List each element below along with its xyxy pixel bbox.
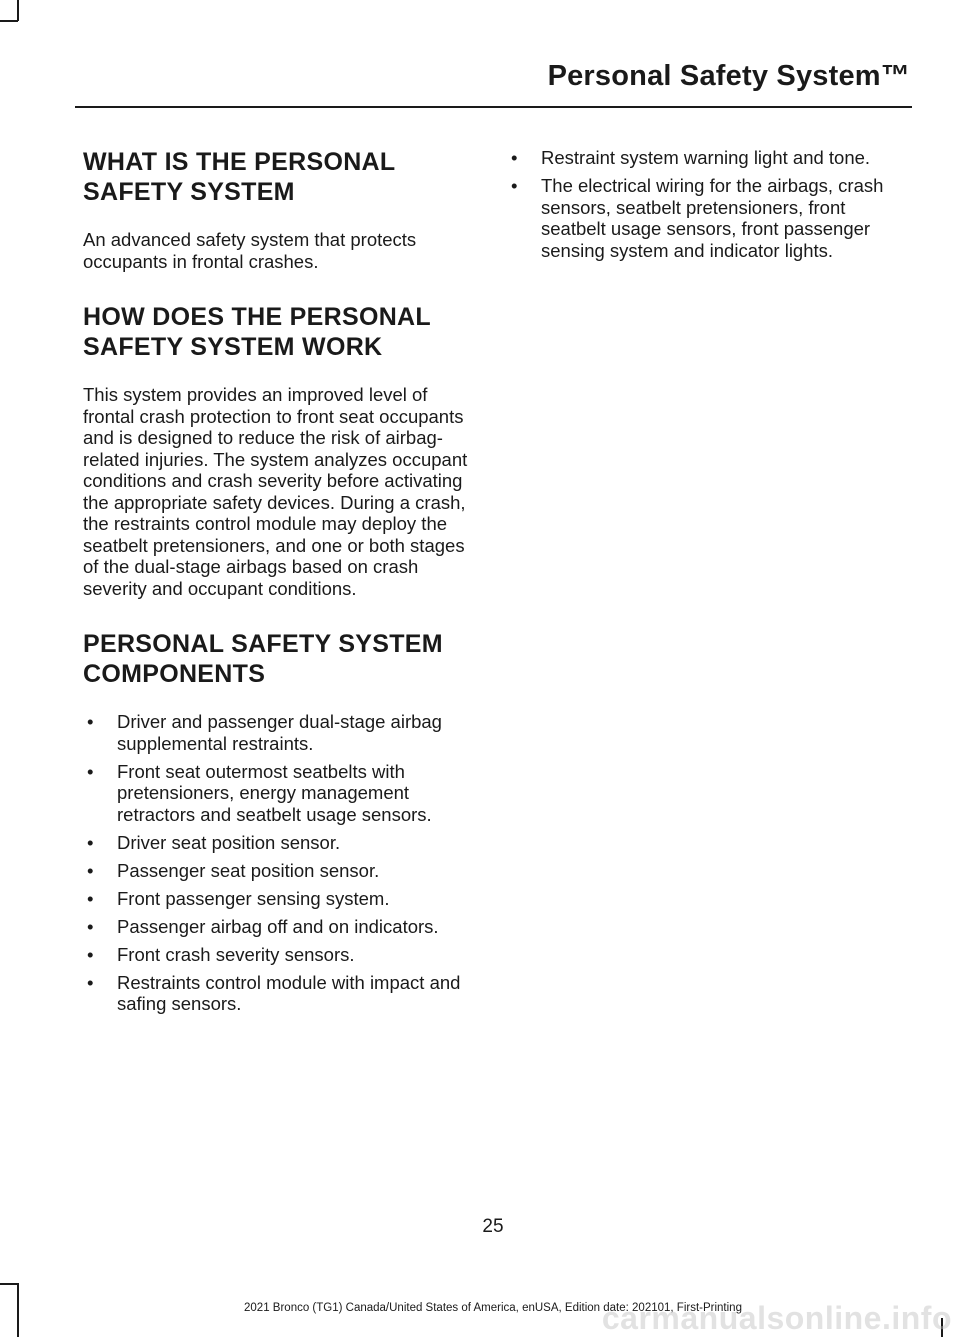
crop-mark-top-left-horizontal [0, 20, 18, 22]
heading-how-does [83, 302, 479, 362]
list-item: • Passenger seat position sensor. [87, 859, 380, 881]
bullet-icon: • [87, 760, 94, 782]
heading-components [83, 629, 479, 689]
heading-what-is-line2: SAFETY SYSTEM [83, 178, 295, 206]
watermark-logo: carmanualsonline.info [601, 1300, 952, 1336]
components-list-continued [507, 147, 907, 261]
crop-mark-bottom-left-horizontal [0, 1283, 18, 1285]
list-item: • Driver and passenger dual-stage airbag supplemental restraints. [87, 711, 442, 754]
list-item: • Front passenger sensing system. [87, 887, 390, 909]
bullet-icon: • [87, 943, 94, 965]
bullet-icon: • [87, 915, 94, 937]
list-item: • Front crash severity sensors. [87, 943, 355, 965]
heading-how-does-line2: SAFETY SYSTEM WORK [83, 333, 383, 361]
heading-what-is [83, 147, 479, 207]
edition-footer: 2021 Bronco (TG1) Canada/United States of America, enUSA, Edition date: 202101, First-Printing [244, 1302, 742, 1314]
header-divider [75, 106, 912, 108]
right-column [507, 147, 907, 268]
list-item: • The electrical wiring for the airbags, crash sensors, seatbelt pretensioners, front seatbelt usage sensors, front passenger sensing system and indicator lights. [511, 175, 884, 261]
list-item: • Restraint system warning light and tone. [511, 147, 871, 168]
bullet-icon: • [87, 887, 94, 909]
list-item: • Front seat outermost seatbelts with pretensioners, energy management retractors and seatbelt usage sensors. [87, 760, 432, 825]
list-item: • Driver seat position sensor. [87, 831, 341, 853]
page-title: Personal Safety System™ [547, 60, 910, 92]
page-number: 25 [482, 1216, 504, 1237]
bullet-icon: • [87, 859, 94, 881]
heading-how-does-line1: HOW DOES THE PERSONAL [83, 303, 431, 331]
what-is-paragraph: An advanced safety system that protects occupants in frontal crashes. [83, 229, 417, 272]
bullet-icon: • [511, 147, 518, 168]
list-item: • Passenger airbag off and on indicators. [87, 915, 439, 937]
bullet-icon: • [87, 831, 94, 853]
list-item: • Restraints control module with impact and safing sensors. [87, 971, 461, 1014]
how-does-paragraph: This system provides an improved level of frontal crash protection to front seat occupants and is designed to reduce the risk of airbag-related injuries. The system analyzes occupant conditions and crash severity before activating the appropriate safety devices. During a crash, the restraints control module may deploy the seatbelt pretensioners, and one or both stages of the dual-stage airbags based on crash severity and occupant conditions. [83, 384, 468, 599]
heading-components-line1: PERSONAL SAFETY SYSTEM [83, 630, 443, 658]
bullet-icon: • [87, 711, 94, 732]
heading-what-is-line1: WHAT IS THE PERSONAL [83, 148, 396, 176]
bullet-icon: • [87, 971, 94, 993]
components-list [83, 711, 479, 1015]
heading-components-line2: COMPONENTS [83, 660, 266, 688]
bullet-icon: • [511, 175, 518, 196]
left-column [83, 147, 479, 1021]
crop-mark-top-left [17, 0, 19, 21]
